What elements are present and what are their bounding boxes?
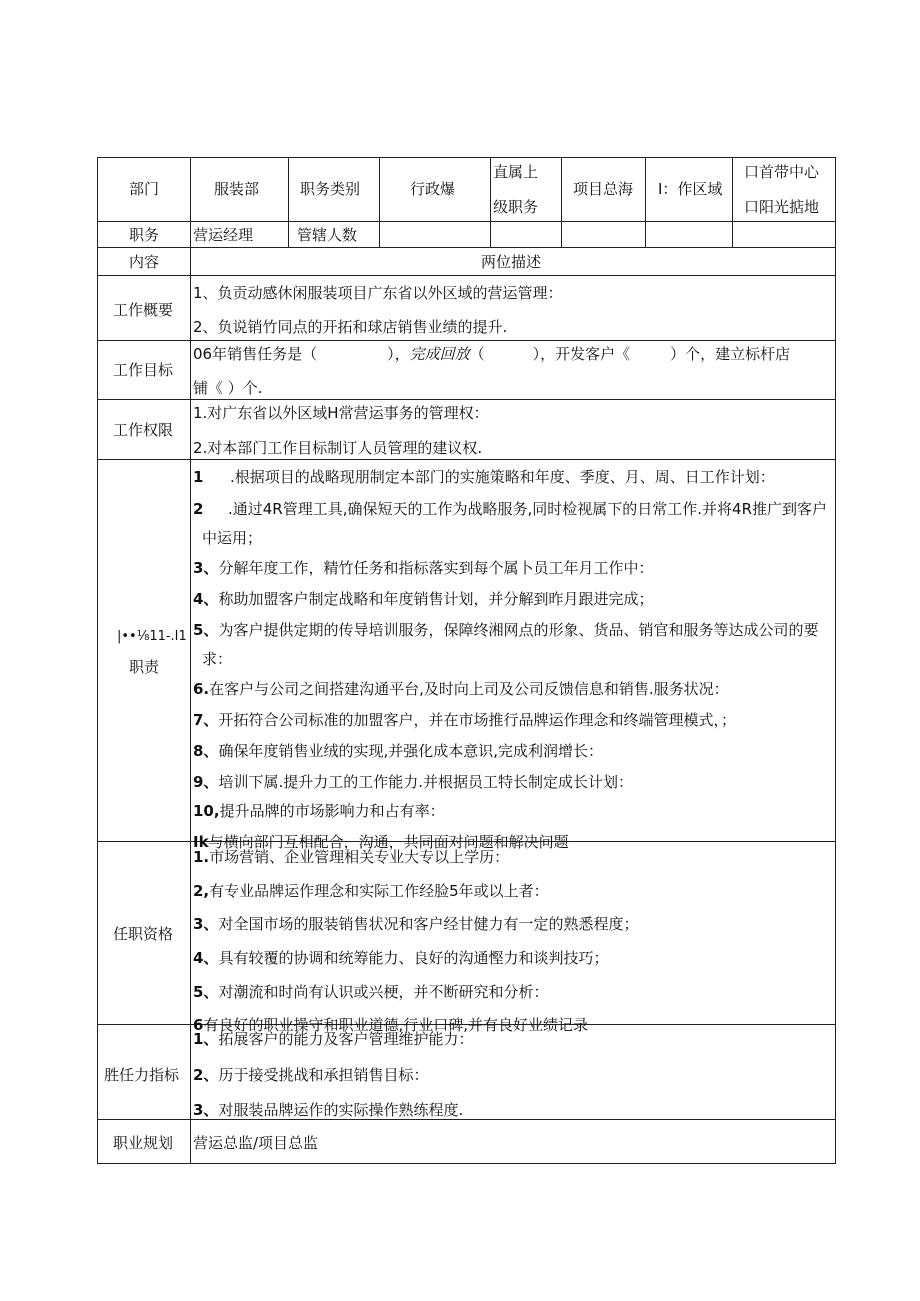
table-border-top: [97, 157, 836, 158]
authority-line: 2.对本部门工作目标制订人员管理的建议权.: [193, 439, 483, 457]
list-item: 2,有专业品牌运作理念和实际工作经脸5年或以上者：: [193, 882, 549, 900]
duties-label: 职责: [129, 658, 160, 676]
list-item: 5、为客户提供定期的传导培训服务，保障终湘网点的形象、货品、销官和服务等达成公司的要: [193, 621, 819, 639]
career-label: 职业规划: [113, 1134, 174, 1152]
authority-label: 工作权限: [113, 421, 174, 439]
goals-line: [193, 344, 790, 364]
area-value-line2: 口阳光掂地: [744, 198, 820, 216]
list-item: 7、开拓符合公司标准的加盟客户，并在市场推行品牌运作理念和终端管理模式，；: [193, 711, 736, 729]
list-item: 3、对全国市场的服装销售状况和客户经甘健力有一定的熟悉程度；: [193, 915, 639, 933]
goals-completion: 完成回放: [409, 345, 470, 363]
overview-line: 1、负贡动感休闲服装项目广东省以外区域的营运管理：: [193, 284, 563, 302]
goals-label: 工作目标: [113, 361, 174, 379]
authority-line: 1.对广东省以外区域H常营运事务的管理权：: [193, 404, 489, 422]
col-divider: [490, 157, 491, 248]
overview-label: 工作概要: [113, 301, 174, 319]
goals-open-paren: （: [469, 345, 485, 363]
list-item: 求：: [202, 650, 233, 668]
goals-benchmark-store: ）个，建立标杆店: [670, 345, 791, 363]
list-item: 2、历于接受挑战和承担销售目标：: [193, 1066, 429, 1084]
list-item: 6有良好的职业操守和职业道德,行业口碑,并有良好业绩记录: [193, 1016, 588, 1034]
row-divider: [97, 399, 836, 400]
content-header-title: 两位描述: [481, 253, 542, 271]
competency-label: 胜任力指标: [104, 1066, 180, 1084]
list-item: 6.在客户与公司之间搭建沟通平台,及时向上司及公司反馈信息和销售.服务状况：: [193, 680, 729, 698]
list-item: 4、称助加盟客户制定战略和年度销售计划，并分解到昨月跟进完成；: [193, 590, 654, 608]
position-label: 职务: [129, 226, 160, 244]
overview-line: 2、负说销竹同点的开拓和球店销售业绩的提升.: [193, 318, 508, 336]
dept-value: 服装部: [214, 180, 260, 198]
list-item: 8、确保年度销售业绒的实现,并强化成本意识,完成利润增长：: [193, 742, 603, 760]
content-label: 内容: [129, 253, 160, 271]
table-border-bottom: [97, 1163, 836, 1164]
job-type-label: 职务类别: [300, 180, 361, 198]
list-item: 9、培训下属.提升力工的工作能力.并根据员工特长制定成长计划：: [193, 773, 633, 791]
list-item: 3、分解年度工作，精竹任务和指标落实到每个属卜员工年月工作中：: [193, 559, 654, 577]
list-item: 5、对潮流和时尚有认识或兴梗，并不断研究和分析：: [193, 983, 549, 1001]
col-divider: [732, 157, 733, 248]
goals-sales-task: 06年销售任务是（: [193, 345, 318, 363]
row-divider: [97, 221, 836, 222]
list-item: 4、具有较覆的协调和统筹能力、良好的沟通慳力和谈判技巧；: [193, 949, 609, 967]
area-value-line1: 口首带中心: [744, 163, 820, 181]
superior-label-line2: 级职务: [493, 198, 539, 216]
duties-list: [191, 460, 834, 851]
goals-close-paren: ），: [387, 345, 410, 363]
row-divider: [97, 247, 836, 248]
table-border-left: [97, 157, 98, 1164]
superior-value: 项目总海: [573, 180, 634, 198]
qualifications-label: 任职资格: [113, 925, 174, 943]
career-value: 营运总监/项目总监: [193, 1134, 319, 1152]
row-divider: [97, 340, 836, 341]
table-border-right: [835, 157, 836, 1164]
area-label: I：作区域: [658, 180, 723, 198]
position-value: 营运经理: [193, 226, 254, 244]
col-divider: [561, 157, 562, 248]
duties-label-garbled: |••⅛11-.I1: [117, 629, 187, 644]
qualifications-list: [191, 842, 834, 1034]
col-divider: [288, 157, 289, 248]
list-item: 中运用；: [202, 529, 263, 547]
list-item: 2 .通过4R管理工具,确保短天的工作为战略服务,同时检视属下的日常工作.并将4R推广到客户: [193, 500, 828, 518]
col-divider: [645, 157, 646, 248]
dept-label: 部门: [129, 180, 160, 198]
goals-new-clients: ），开发客户《: [532, 345, 631, 363]
row-divider: [97, 275, 836, 276]
list-item: 3、对服装品牌运作的实际操作熟练程度.: [193, 1101, 464, 1119]
goals-line: 铺《 ）个.: [193, 379, 263, 397]
job-type-value: 行政爆: [410, 180, 456, 198]
superior-label-line1: 直属上: [493, 163, 539, 181]
list-item: Ik与横向部门互相配合，沟通，共同面对问题和解决问题: [193, 833, 569, 851]
col-divider: [379, 157, 380, 248]
list-item: 1、拓展客户的能力及客户管理维护能力：: [193, 1030, 474, 1048]
list-item: 10,提升品牌的市场影响力和占有率：: [193, 802, 445, 820]
job-description-table: [97, 157, 836, 1164]
staff-label: 管辖人数: [297, 226, 358, 244]
list-item: 1.市场营销、企业管理相关专业大专以上学历：: [193, 848, 510, 866]
list-item: 1 .根据项目的战略现朋制定本部门的实施策略和年度、季度、月、周、日工作计划：: [193, 468, 775, 486]
